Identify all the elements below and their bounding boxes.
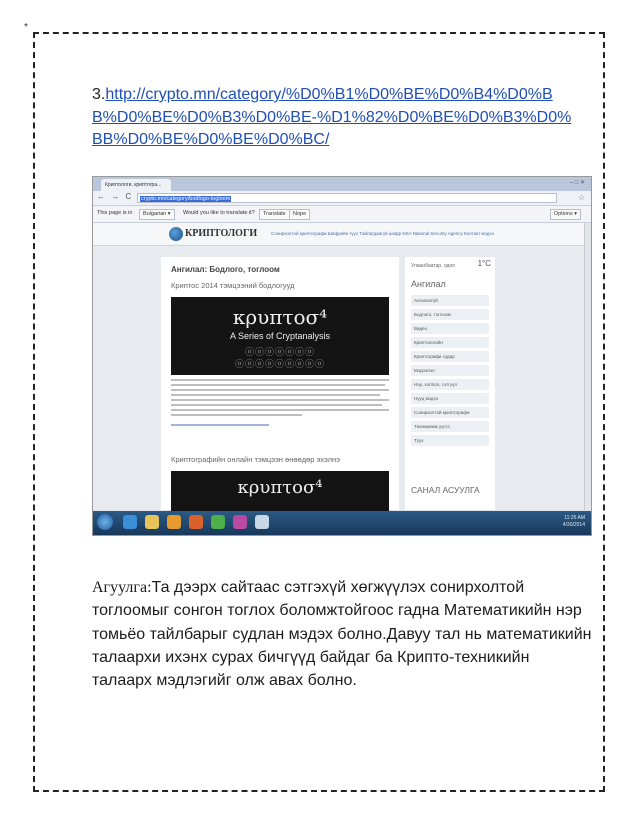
post-title: Криптос 2014 тэмцээний бодлогууд — [171, 281, 295, 290]
caption-paragraph — [92, 576, 592, 692]
nav-buttons: ← → C — [97, 192, 134, 201]
translate-bar — [93, 206, 591, 223]
poll-heading: САНАЛ АСУУЛГА — [411, 485, 480, 495]
address-bar — [93, 191, 591, 206]
category-item: Бодлого, тоглоом — [411, 309, 489, 320]
start-icon — [97, 514, 113, 530]
category-list — [411, 295, 489, 449]
post-title: Криптографийн онлайн тэмцээн өнөөдөр эхэлнэ — [171, 455, 340, 464]
folder-icon — [145, 515, 159, 529]
translate-label: This page is in — [97, 210, 133, 216]
clock-date: 4/30/2014 — [562, 522, 585, 528]
category-item: Криптографи судар — [411, 351, 489, 362]
url-field — [137, 193, 557, 203]
logo-icon — [169, 227, 183, 241]
browser-screenshot — [92, 176, 592, 536]
category-title: Ангилал: Бодлого, тоглоом — [171, 265, 280, 274]
window-controls: – □ ✕ — [569, 180, 585, 186]
sidebar-heading: Ангилал — [411, 279, 446, 289]
link-number: 3. — [92, 86, 106, 103]
media-icon — [167, 515, 181, 529]
banner-circles-row: ⓞⓞⓞⓞⓞⓞⓞ — [244, 348, 315, 358]
content-column — [161, 257, 399, 510]
nope-button: Nope — [289, 209, 310, 220]
site-nav: Сонирхолтой криптографи Шифрийн түүх Тайлагдаагүй шифр NSA National Security Agency Контакт мэдээ — [271, 231, 494, 236]
chrome-icon — [211, 515, 225, 529]
post-excerpt — [171, 379, 389, 429]
tab-bar — [93, 177, 591, 191]
caption-label: Агуулга: — [92, 579, 152, 596]
crypto-link[interactable]: http://crypto.mn/category/%D0%B1%D0%BE%D0%B4%D0%BB%D0%BE%D0%B3%D0%BE-%D1%82%D0%BE%D0%B3%D0%BB%D0%BE%D0%BE%D0%BC/ — [92, 86, 572, 148]
word-icon — [255, 515, 269, 529]
corner-mark: * — [24, 22, 28, 33]
caption-text: Та дээрх сайтаас сэтгэхүй хөгжүүлэх сонирхолтой тоглоомыг сонгон тоглох боломжтойгоос гадна Математикийн нэр томьёо тайлбарыг судлан мэдэх болно.Давуу тал нь математикийн талаархи ихэнх сурах бичгүүд байдаг ба Крипто-техникийн талаарх мэдлэгийг олж авах болно. — [92, 579, 592, 690]
browser-tab: Криптологи, криптогра... — [101, 179, 171, 191]
category-item: Түүх — [411, 435, 489, 446]
site-header — [93, 223, 591, 246]
sidebar — [405, 257, 495, 510]
clock — [563, 515, 585, 529]
app-icon — [233, 515, 247, 529]
category-item: Ангилалгүй — [411, 295, 489, 306]
category-item: Криптологийн — [411, 337, 489, 348]
ie-icon — [123, 515, 137, 529]
banner-word: κρυπτοσ⁴ — [237, 477, 323, 498]
banner-word: κρυπτοσ⁴ — [232, 305, 328, 329]
translate-button: Translate — [259, 209, 290, 220]
options-button: Options ▾ — [550, 209, 581, 220]
category-item: Нэр, хоппол, сэтгүүл — [411, 379, 489, 390]
banner-circles-row: ⓞⓞⓞⓞⓞⓞⓞⓞⓞ — [234, 360, 325, 370]
url-text: crypto.mn/category/bodlogo-togloom — [141, 196, 231, 202]
web-page — [93, 223, 591, 510]
firefox-icon — [189, 515, 203, 529]
windows-taskbar — [93, 511, 591, 535]
language-select: Bulgarian ▾ — [139, 209, 175, 220]
category-item: Видео — [411, 323, 489, 334]
weather-label: Улаанбаатар, одоо — [411, 263, 456, 269]
link-paragraph — [92, 84, 572, 152]
site-logo: КРИПТОЛОГИ — [185, 228, 258, 239]
category-item: Төхөөрөмж үүсгэ — [411, 421, 489, 432]
category-item: Сонирхолтой криптографи — [411, 407, 489, 418]
clock-time: 11:25 AM — [564, 515, 585, 521]
category-item: Нууц мэдээ — [411, 393, 489, 404]
post-banner — [171, 471, 389, 511]
star-icon: ☆ — [577, 193, 585, 202]
scrollbar — [584, 223, 591, 510]
banner-series: A Series of Cryptanalysis — [229, 331, 331, 341]
temperature: 1°C — [477, 259, 491, 268]
post-banner — [171, 297, 389, 375]
category-item: Мэдээлэл — [411, 365, 489, 376]
translate-question: Would you like to translate it? — [183, 210, 255, 216]
